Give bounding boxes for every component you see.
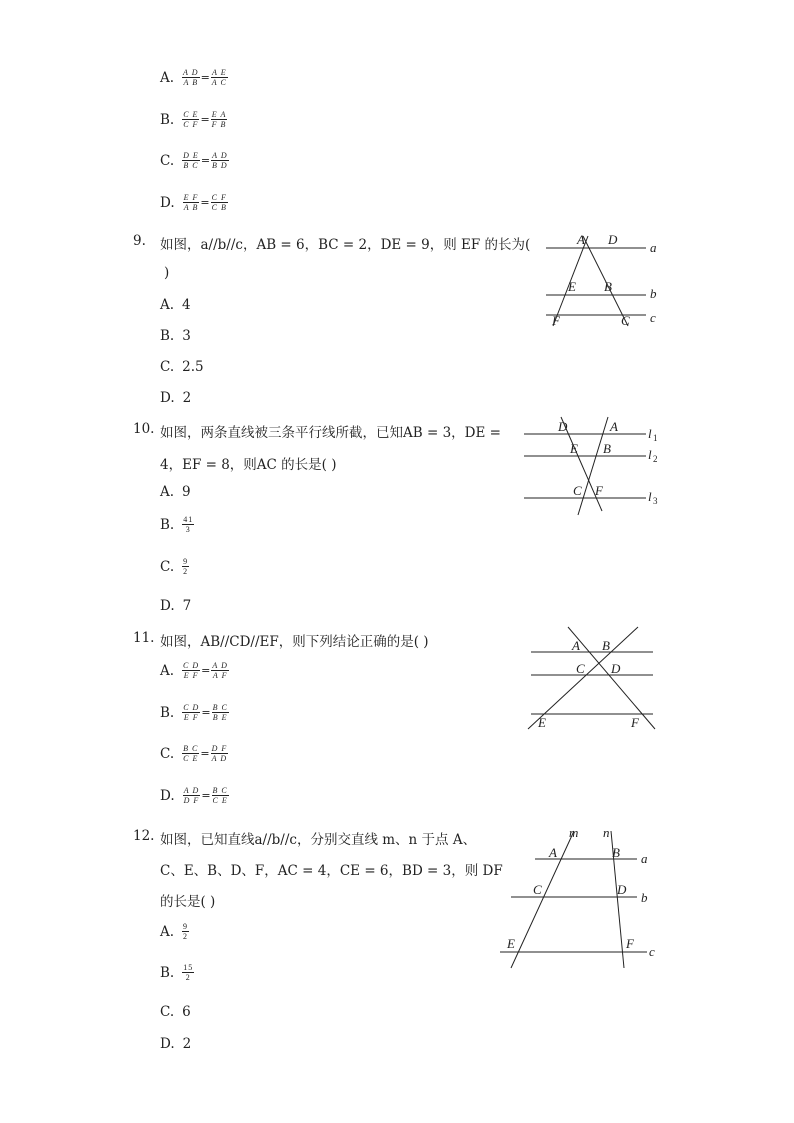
label-l3-sub: 3 (653, 496, 658, 506)
fraction: $\frac{\text{D F}}{\text{A D}}$ (211, 744, 228, 763)
fraction: $\frac{\text{A D}}{\text{A F}}$ (212, 661, 228, 680)
q11-option-b: B. $\frac{\text{C D}}{\text{E F}}$ = $\frac{\text{B C}}{\text{B E}}$ (160, 703, 228, 722)
label-C: C (576, 661, 585, 676)
label-E: E (568, 279, 576, 294)
q12-stem-line1: 如图，已知直线a//b//c，分别交直线 m、n 于点 A、 (160, 832, 477, 848)
label-B: B (602, 638, 610, 653)
label-l1-sub: 1 (653, 433, 658, 443)
q10-option-a: A. 9 (160, 484, 191, 500)
fraction: $\frac{\text{C F}}{\text{C B}}$ (211, 193, 227, 212)
q12-number: 12. (133, 828, 155, 844)
fraction: $\frac{\text{D E}}{\text{B C}}$ (183, 151, 199, 170)
q8-option-a: A. $\frac{\text{A D}}{\text{A B}}$ = $\frac{\text{A E}}{\text{A C}}$ (160, 68, 227, 87)
q9-stem-line1: 如图，a//b//c，AB = 6，BC = 2，DE = 9，则 EF 的长为( (160, 237, 531, 253)
fraction: $\frac{\text{A D}}{\text{D F}}$ (183, 786, 200, 805)
fraction: $\frac{\text{A E}}{\text{A C}}$ (211, 68, 227, 87)
q9-number: 9. (133, 233, 146, 249)
fraction: $\frac{15}{2}$ (183, 963, 194, 982)
label-F: F (626, 936, 634, 951)
q8-option-b: B. $\frac{\text{C E}}{\text{C F}}$ = $\frac{\text{E A}}{\text{F B}}$ (160, 110, 227, 129)
label-c: c (649, 944, 655, 959)
q12-stem-line2: C、E、B、D、F，AC = 4，CE = 6，BD = 3，则 DF (160, 863, 503, 879)
q10-option-b: B. $\frac{41}{3}$ (160, 515, 194, 534)
label-l2-sub: 2 (653, 454, 658, 464)
label-A: A (577, 232, 585, 247)
q9-option-d: D. 2 (160, 390, 192, 406)
q10-stem-line1: 如图，两条直线被三条平行线所截，已知AB = 3，DE = (160, 425, 501, 441)
label-B: B (603, 441, 611, 456)
q11-number: 11. (133, 630, 155, 646)
fraction: $\frac{\text{C D}}{\text{E F}}$ (183, 661, 200, 680)
q11-option-d: D. $\frac{\text{A D}}{\text{D F}}$ = $\frac{\text{B C}}{\text{C E}}$ (160, 786, 228, 805)
label-l3: l (648, 489, 652, 504)
q8-option-d: D. $\frac{\text{E F}}{\text{A B}}$ = $\frac{\text{C F}}{\text{C B}}$ (160, 193, 227, 212)
label-E: E (507, 936, 515, 951)
label-D: D (558, 419, 568, 434)
q10-option-c: C. $\frac{9}{2}$ (160, 557, 189, 576)
label-l2: l (648, 447, 652, 462)
q10-figure (518, 415, 668, 520)
label-a: a (641, 851, 648, 866)
fraction: $\frac{\text{E A}}{\text{F B}}$ (211, 110, 227, 129)
q12-option-b: B. $\frac{15}{2}$ (160, 963, 194, 982)
label-l1: l (648, 426, 652, 441)
fraction: $\frac{9}{2}$ (183, 557, 189, 576)
q10-stem-line2: 4，EF = 8，则AC 的长是( ) (160, 457, 337, 473)
q12-option-a: A. $\frac{9}{2}$ (160, 922, 189, 941)
q12-figure (495, 823, 665, 973)
q12-stem-line3: 的长是( ) (160, 894, 216, 910)
label-F: F (631, 715, 639, 730)
label-B: B (604, 279, 612, 294)
label-B: B (612, 845, 620, 860)
q9-option-b: B. 3 (160, 328, 191, 344)
label-F: F (552, 313, 560, 328)
label-b: b (650, 286, 657, 301)
fraction: $\frac{\text{C D}}{\text{E F}}$ (183, 703, 200, 722)
q11-figure (525, 625, 665, 735)
label-D: D (617, 882, 627, 897)
fraction: $\frac{\text{A D}}{\text{B D}}$ (212, 151, 228, 170)
fraction: $\frac{\text{B C}}{\text{C E}}$ (183, 744, 199, 763)
label-c: c (650, 310, 656, 325)
q11-option-c: C. $\frac{\text{B C}}{\text{C E}}$ = $\frac{\text{D F}}{\text{A D}}$ (160, 744, 228, 763)
label-C: C (533, 882, 542, 897)
fraction: $\frac{9}{2}$ (183, 922, 189, 941)
q11-option-a: A. $\frac{\text{C D}}{\text{E F}}$ = $\frac{\text{A D}}{\text{A F}}$ (160, 661, 228, 680)
label-D: D (611, 661, 621, 676)
fraction: $\frac{\text{E F}}{\text{A B}}$ (183, 193, 199, 212)
fraction: $\frac{\text{C E}}{\text{C F}}$ (183, 110, 199, 129)
q9-figure (540, 228, 670, 333)
label-F: F (595, 483, 603, 498)
label-E: E (570, 441, 578, 456)
label-A: A (572, 638, 580, 653)
fraction: $\frac{\text{B C}}{\text{B E}}$ (212, 703, 228, 722)
q8-option-c: C. $\frac{\text{D E}}{\text{B C}}$ = $\frac{\text{A D}}{\text{B D}}$ (160, 151, 228, 170)
fraction: $\frac{\text{A D}}{\text{A B}}$ (183, 68, 199, 87)
fraction: $\frac{41}{3}$ (183, 515, 194, 534)
label-b: b (641, 890, 648, 905)
label-E: E (538, 715, 546, 730)
fraction: $\frac{\text{B C}}{\text{C E}}$ (212, 786, 228, 805)
q9-option-a: A. 4 (160, 297, 191, 313)
label-A: A (549, 845, 557, 860)
label-a: a (650, 240, 657, 255)
line-m (511, 831, 574, 968)
q12-option-d: D. 2 (160, 1036, 192, 1052)
label-A: A (610, 419, 618, 434)
q9-stem-line2: ) (164, 265, 170, 281)
label-C: C (573, 483, 582, 498)
label-C: C (621, 313, 630, 328)
q9-option-c: C. 2.5 (160, 359, 204, 375)
label-n: n (603, 825, 610, 840)
label-D: D (608, 232, 618, 247)
q12-option-c: C. 6 (160, 1004, 191, 1020)
q11-stem-line1: 如图，AB//CD//EF，则下列结论正确的是( ) (160, 634, 429, 650)
label-m: m (569, 825, 579, 840)
q10-option-d: D. 7 (160, 598, 192, 614)
q10-number: 10. (133, 421, 155, 437)
